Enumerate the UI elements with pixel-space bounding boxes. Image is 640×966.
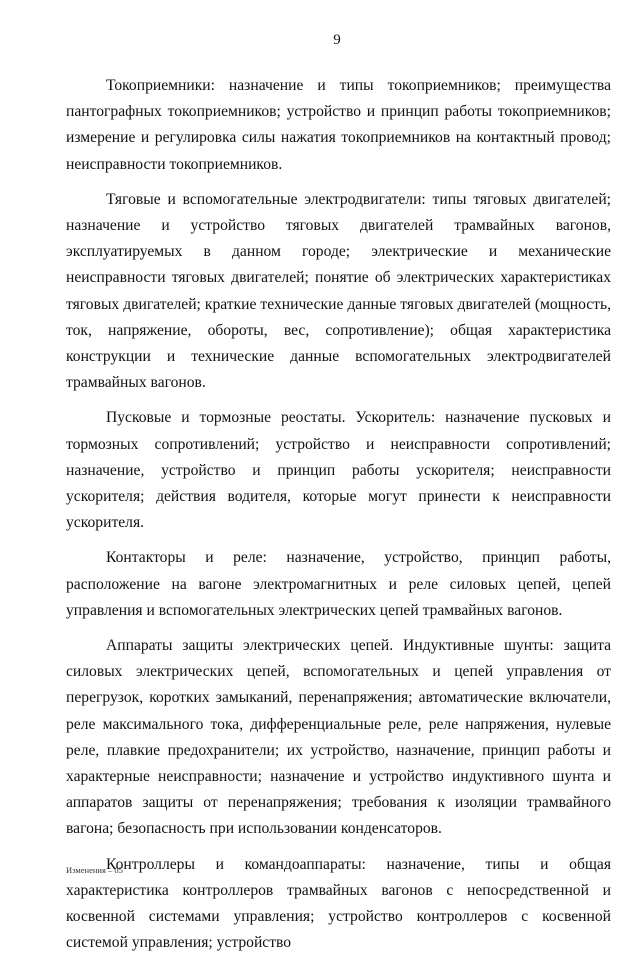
paragraph-traction-motors: Тяговые и вспомогательные электродвигатели: типы тяговых двигателей; назначение и устройство тяговых двигателей трамвайных вагонов, эксплуатируемых в данном городе; электрические и механические неисправности тяговых двигателей; понятие об электрических характеристиках тяговых двигателей; краткие технические данные тяговых двигателей (мощность, ток, напряжение, обороты, вес, сопротивление); общая характеристика конструкции и технические данные вспомогательных электродвигателей трамвайных вагонов. [66, 190, 611, 392]
paragraph-controllers: Контроллеры и командоаппараты: назначение, типы и общая характеристика контроллеров трамвайных вагонов с непосредственной и косвенной системами управления; устройство контроллеров с косвенной системой управления; устройство [66, 855, 611, 952]
paragraph-pantographs: Токоприемники: назначение и типы токоприемников; преимущества пантографных токоприемников; устройство и принцип работы токоприемников; измерение и регулировка силы нажатия токоприемников на контактный провод; неисправности токоприемников. [66, 77, 611, 173]
revision-footer: Изменения – 05 [66, 865, 123, 875]
paragraph-protection-devices: Аппараты защиты электрических цепей. Индуктивные шунты: защита силовых электрических цепей, вспомогательных и цепей управления от перегрузок, коротких замыканий, перенапряжения; автоматические включатели, реле максимального тока, дифференциальные реле, реле напряжения, нулевые реле, плавкие предохранители; их устройство, назначение, принцип работы и характерные неисправности; назначение и устройство индуктивного шунта и аппаратов защиты от перенапряжения; требования к изоляции трамвайного вагона; безопасность при использовании конденсаторов. [66, 637, 611, 838]
document-body [66, 73, 611, 966]
page-number: 9 [333, 32, 341, 48]
paragraph-rheostats-accelerator: Пусковые и тормозные реостаты. Ускоритель: назначение пусковых и тормозных сопротивлений; устройство и неисправности сопротивлений; назначение, устройство и принцип работы ускорителя; неисправности ускорителя; действия водителя, которые могут принести к неисправности ускорителя. [66, 409, 611, 532]
paragraph-contactors-relays: Контакторы и реле: назначение, устройство, принцип работы, расположение на вагоне электромагнитных и реле силовых цепей, цепей управления и вспомогательных электрических цепей трамвайных вагонов. [66, 549, 611, 619]
